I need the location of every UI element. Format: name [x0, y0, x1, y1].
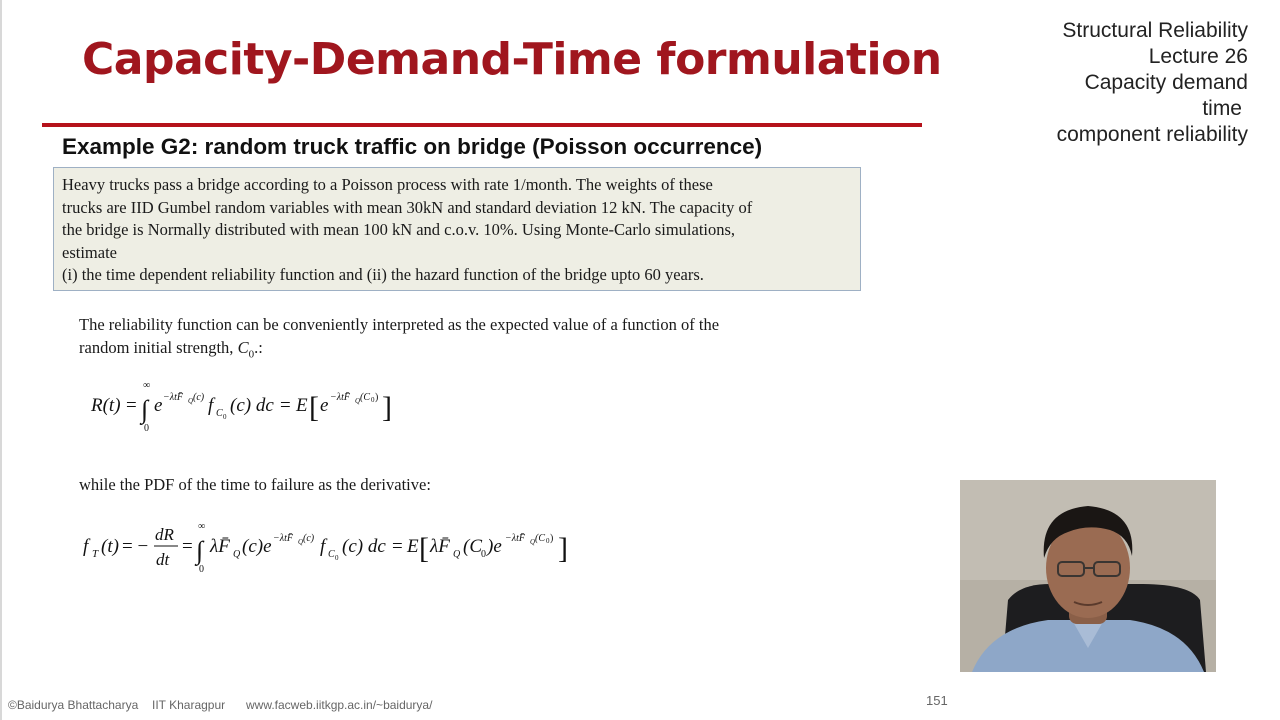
footer-institute: IIT Kharagpur [152, 698, 226, 712]
svg-text:0: 0 [481, 549, 486, 560]
svg-text:]: ] [558, 532, 568, 565]
svg-text:e: e [320, 395, 329, 416]
svg-text:λF̄: λF̄ [430, 536, 450, 557]
svg-text:dt: dt [156, 550, 170, 569]
svg-text:[: [ [419, 532, 429, 565]
paragraph-line: random initial strength, $C_0$.: [79, 338, 263, 361]
svg-text:0: 0 [335, 554, 339, 562]
pdf-equation [83, 521, 568, 575]
paragraph-line: The reliability function can be conveniently interpreted as the expected value of a function of the [79, 315, 720, 334]
svg-text:T: T [92, 548, 99, 560]
svg-text:dR: dR [155, 525, 174, 544]
slide-title: Capacity-Demand-Time formulation [82, 34, 942, 85]
page-number: 151 [926, 693, 948, 708]
svg-text:0: 0 [144, 423, 149, 434]
svg-text:∫: ∫ [196, 536, 204, 565]
footer-author: ©Baidurya Bhattacharya [8, 698, 139, 712]
svg-text:−λtF̄: −λtF̄ [505, 533, 525, 544]
lecture-info-line: time [1202, 97, 1242, 120]
svg-text:): ) [550, 533, 554, 544]
svg-text:C: C [328, 549, 335, 560]
svg-text:Q: Q [298, 538, 304, 546]
problem-line: trucks are IID Gumbel random variables with mean 30kN and standard deviation 12 kN. The capacity of [62, 197, 753, 217]
svg-text:(c): (c) [303, 533, 315, 544]
svg-text:Q: Q [233, 549, 241, 560]
problem-line: Heavy trucks pass a bridge according to a Poisson process with rate 1/month. The weights of these [62, 175, 713, 194]
svg-text:=: = [182, 536, 193, 557]
svg-text:): ) [375, 392, 379, 403]
svg-text:0: 0 [223, 413, 227, 421]
paragraph-line-text: random initial strength, [79, 338, 238, 357]
svg-text:f: f [208, 395, 214, 416]
svg-text:∞: ∞ [198, 521, 206, 532]
svg-text:(c) dc: (c) dc [230, 395, 274, 416]
problem-line: estimate [62, 242, 117, 262]
svg-text:Q: Q [530, 538, 536, 546]
svg-text:∞: ∞ [143, 380, 151, 391]
problem-line: the bridge is Normally distributed with mean 100 kN and c.o.v. 10%. Using Monte-Carlo simulations, [62, 220, 736, 239]
svg-text:f: f [320, 536, 326, 557]
reliability-equation [90, 380, 392, 434]
svg-text:=: = [126, 395, 137, 416]
svg-text:Q: Q [355, 397, 361, 405]
svg-text:0: 0 [546, 537, 550, 545]
svg-text:Q: Q [188, 397, 194, 405]
footer-website-link[interactable]: www.facweb.iitkgp.ac.in/~baidurya/ [246, 698, 433, 712]
lecture-info-line: Capacity demand [1084, 71, 1248, 94]
svg-text:[: [ [309, 391, 319, 424]
svg-text:λF̄: λF̄ [210, 536, 230, 557]
svg-text:=: = [280, 395, 291, 416]
svg-text:E: E [407, 536, 419, 557]
svg-text:(c): (c) [193, 392, 205, 403]
presenter-figure [960, 480, 1216, 672]
svg-text:=: = [392, 536, 403, 557]
svg-text:(C: (C [360, 392, 370, 403]
svg-text:0: 0 [371, 396, 375, 404]
svg-text:∫: ∫ [141, 395, 149, 424]
svg-text:E: E [296, 395, 308, 416]
webcam-presenter-video [960, 480, 1216, 672]
svg-text:e: e [154, 395, 163, 416]
svg-text:(C: (C [463, 536, 482, 557]
svg-text:= −: = − [122, 536, 149, 557]
lecture-info-line: Structural Reliability [1062, 19, 1248, 42]
svg-text:(c) dc: (c) dc [342, 536, 386, 557]
paragraph-line: while the PDF of the time to failure as the derivative: [79, 475, 431, 494]
svg-text:C: C [216, 408, 223, 419]
svg-text:0: 0 [199, 564, 204, 575]
svg-text:(C: (C [535, 533, 545, 544]
svg-text:Q: Q [453, 549, 461, 560]
svg-text:R(t): R(t) [91, 395, 121, 416]
svg-text:]: ] [382, 391, 392, 424]
lecture-info-line: component reliability [1056, 123, 1248, 146]
svg-text:−λtF̄: −λtF̄ [330, 392, 350, 403]
problem-line: (i) the time dependent reliability function and (ii) the hazard function of the bridge upto 60 years. [62, 265, 704, 284]
svg-text:−λtF̄: −λtF̄ [163, 392, 183, 403]
svg-text:−λtF̄: −λtF̄ [273, 533, 293, 544]
svg-text:(t): (t) [101, 536, 119, 557]
svg-text:)e: )e [487, 536, 502, 557]
lecture-info-line: Lecture 26 [1148, 45, 1248, 68]
svg-text:f: f [83, 536, 89, 557]
example-heading: Example G2: random truck traffic on bridge (Poisson occurrence) [62, 134, 763, 159]
svg-text:(c)e: (c)e [242, 536, 272, 557]
